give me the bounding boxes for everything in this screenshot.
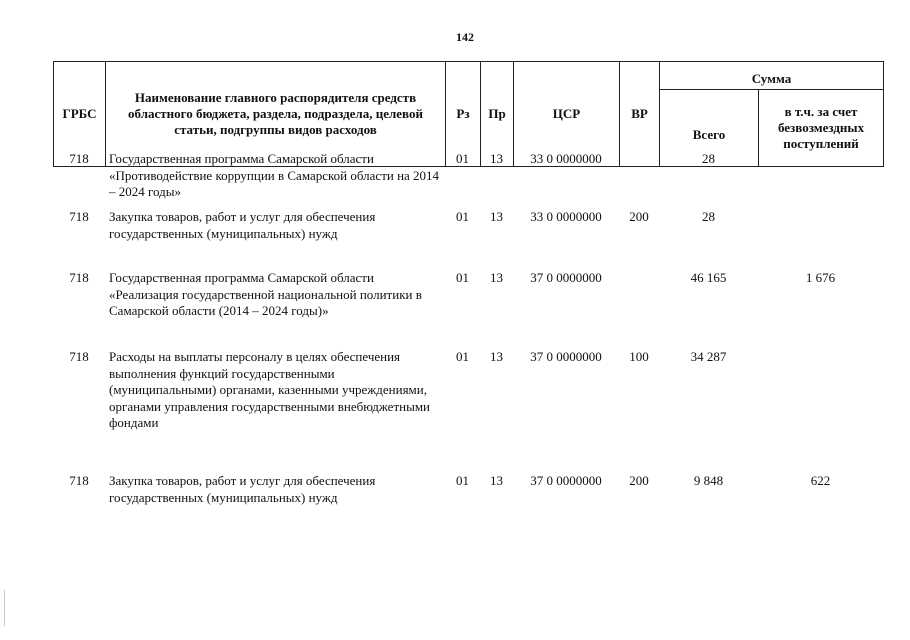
cell-grbs: 718 xyxy=(69,473,89,488)
table-row xyxy=(53,270,883,349)
cell-vr: 100 xyxy=(629,349,649,364)
cell-free: 1 676 xyxy=(805,270,836,285)
cell-csr: 37 0 0000000 xyxy=(530,473,602,488)
header-name: Наименование главного распорядителя средств областного бюджета, раздела, подраздела, целевой статьи, подгруппы видов расходов xyxy=(106,62,446,167)
cell-pr: 13 xyxy=(490,151,503,166)
cell-name: Государственная программа Самарской области «Реализация государственной национальной политики в Самарской области (2014 – 2024 годы)» xyxy=(109,270,422,318)
cell-free xyxy=(758,349,883,473)
cell-pr: 13 xyxy=(490,209,503,224)
cell-vr: 200 xyxy=(629,209,649,224)
table-row xyxy=(53,151,883,209)
cell-total: 28 xyxy=(702,209,715,224)
cell-rz: 01 xyxy=(456,209,469,224)
page-number: 142 xyxy=(456,30,474,44)
header-pr: Пр xyxy=(481,62,514,167)
cell-pr: 13 xyxy=(490,473,503,488)
cell-grbs: 718 xyxy=(69,270,89,285)
cell-rz: 01 xyxy=(456,349,469,364)
cell-name: Закупка товаров, работ и услуг для обеспечения государственных (муниципальных) нужд xyxy=(109,209,376,241)
cell-free xyxy=(758,209,883,270)
cell-vr xyxy=(619,151,659,209)
cell-total: 28 xyxy=(702,151,715,166)
cell-pr: 13 xyxy=(490,349,503,364)
header-total: Всего xyxy=(660,90,759,167)
cell-csr: 37 0 0000000 xyxy=(530,270,602,285)
cell-grbs: 718 xyxy=(69,209,89,224)
cell-csr: 37 0 0000000 xyxy=(530,349,602,364)
cell-total: 34 287 xyxy=(690,349,727,364)
cell-total: 9 848 xyxy=(693,473,724,488)
header-csr: ЦСР xyxy=(514,62,620,167)
cell-total: 46 165 xyxy=(690,270,727,285)
cell-rz: 01 xyxy=(456,151,469,166)
cell-rz: 01 xyxy=(456,473,469,488)
header-sum: Сумма xyxy=(660,62,884,90)
header-rz: Рз xyxy=(446,62,481,167)
cell-csr: 33 0 0000000 xyxy=(530,151,602,166)
cell-grbs: 718 xyxy=(69,151,89,166)
table-row xyxy=(53,209,883,270)
header-grbs: ГРБС xyxy=(54,62,106,167)
cell-free xyxy=(758,151,883,209)
cell-free: 622 xyxy=(810,473,831,488)
scan-edge-mark xyxy=(4,590,5,626)
cell-name: Расходы на выплаты персоналу в целях обеспечения выполнения функций государственными (муниципальными) органами, казенными учреждениями, органами управления государственными внебюджетными фондами xyxy=(109,349,431,430)
header-free: в т.ч. за счет безвозмездных поступлений xyxy=(759,90,884,167)
table-row xyxy=(53,473,883,513)
cell-name: Закупка товаров, работ и услуг для обеспечения государственных (муниципальных) нужд xyxy=(109,473,376,505)
cell-name: Государственная программа Самарской области «Противодействие коррупции в Самарской области на 2014 – 2024 годы» xyxy=(109,151,440,199)
cell-grbs: 718 xyxy=(69,349,89,364)
cell-rz: 01 xyxy=(456,270,469,285)
cell-vr xyxy=(619,270,659,349)
table-row xyxy=(53,349,883,473)
cell-vr: 200 xyxy=(629,473,649,488)
cell-pr: 13 xyxy=(490,270,503,285)
budget-table-body xyxy=(53,151,883,513)
cell-csr: 33 0 0000000 xyxy=(530,209,602,224)
header-vr: ВР xyxy=(620,62,660,167)
